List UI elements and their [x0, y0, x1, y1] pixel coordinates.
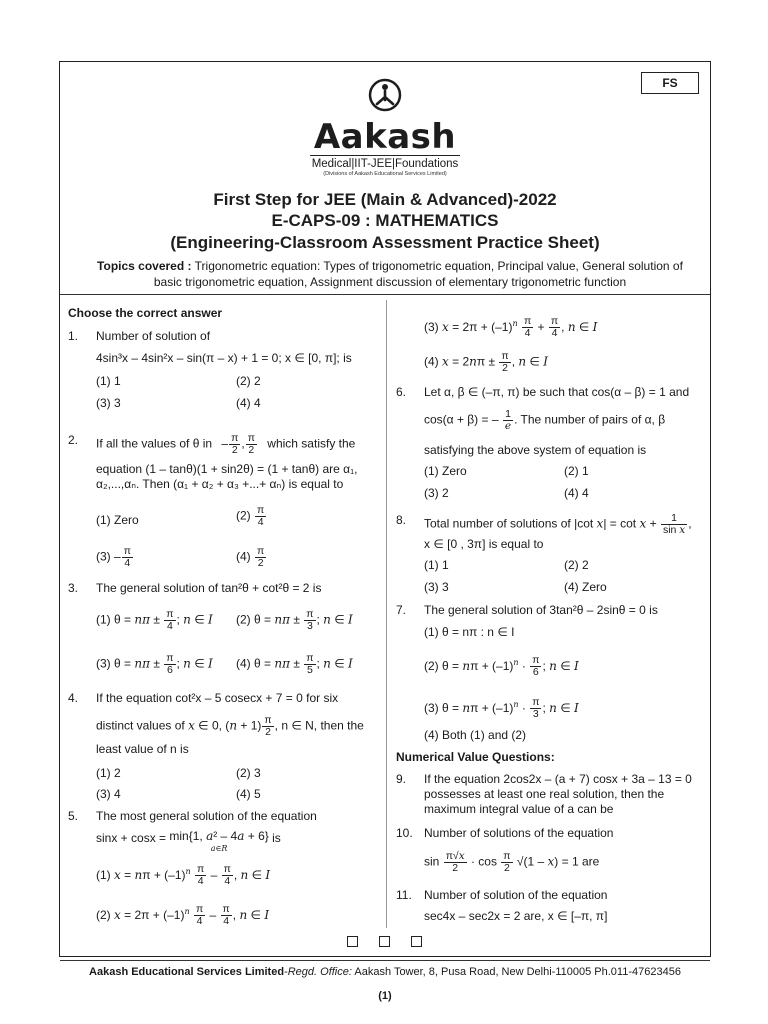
- q5-equation: sinx + cosx = min{1, a² – 4a + 6} a∈R is: [96, 829, 281, 853]
- q2-option-4[interactable]: (4) $\frac{\pi}{2}$: [236, 545, 265, 569]
- q6-option-4[interactable]: (4) 4: [564, 486, 589, 500]
- q4-line-2: distinct values of x ∈ 0, (n + 1) $\frac{\pi}{2}$ , n ∈ N, then the: [96, 714, 364, 738]
- footer-rule: [60, 960, 710, 961]
- q5-option-2[interactable]: (2) $x = 2\pi + (-1)^n$ $\frac{\pi}{4}$ – $\frac{\pi}{4}$ , n ∈ I: [96, 903, 270, 928]
- q2-option-3[interactable]: (3) – $\frac{\pi}{4}$: [96, 545, 131, 569]
- q8-line-2: x ∈ [0 , 3π] is equal to: [424, 537, 544, 551]
- title-line-3: (Engineering-Classroom Assessment Practice Sheet): [170, 233, 600, 252]
- question-6: [396, 385, 704, 400]
- q6-option-1[interactable]: (1) Zero: [424, 464, 467, 478]
- q6-line-2: cos(α + β) = – $\frac{1}{e}$ . The number of pairs of α, β: [424, 408, 666, 432]
- q11-equation: sec4x – sec2x = 2 are, x ∈ [–π, π]: [424, 909, 608, 923]
- q3-option-2[interactable]: (2) θ = nπ ± $\frac{\pi}{3}$ ; n ∈ I: [236, 608, 353, 632]
- footer-company: Aakash Educational Services Limited: [89, 966, 285, 978]
- q8-option-2[interactable]: (2) 2: [564, 558, 589, 572]
- question-1-equation: 4sin³x – 4sin²x – sin(π – x) + 1 = 0; x ∈ [0, π]; is: [96, 351, 352, 365]
- topics-label: Topics covered :: [97, 259, 192, 273]
- question-number: 8.: [396, 513, 407, 527]
- question-number: 1.: [68, 329, 79, 343]
- q4-option-4[interactable]: (4) 5: [236, 787, 261, 801]
- question-number: 5.: [68, 809, 79, 823]
- page-number: (1): [378, 990, 392, 1002]
- q5-option-4[interactable]: (4) x = 2nπ ± $\frac{\pi}{2}$ , n ∈ I: [424, 350, 548, 374]
- title-line-2: E-CAPS-09 : MATHEMATICS: [271, 211, 499, 230]
- q4-option-1[interactable]: (1) 2: [96, 766, 121, 780]
- question-5: [68, 809, 374, 824]
- question-number: 9.: [396, 772, 407, 786]
- footer: Aakash Educational Services Limited-Regd. Office: Aakash Tower, 8, Pusa Road, New Delhi-110005 Ph.011-47623456: [89, 966, 681, 978]
- question-number: 10.: [396, 826, 413, 840]
- section-heading-numerical: Numerical Value Questions:: [396, 750, 555, 764]
- q2-option-2[interactable]: (2) $\frac{\pi}{4}$: [236, 504, 265, 528]
- question-number: 7.: [396, 603, 407, 617]
- q1-option-1[interactable]: (1) 1: [96, 374, 121, 388]
- question-number: 4.: [68, 691, 79, 705]
- question-text: Let α, β ∈ (–π, π) be such that cos(α – β) = 1 and: [424, 385, 690, 399]
- q2-text-c: equation (1 – tanθ)(1 + sin2θ) = (1 + tanθ) are α₁, α₂,...,αₙ. Then (α₁ + α₂ + α₃ +...+ αₙ) is equal to: [96, 462, 358, 491]
- q7-option-2[interactable]: (2) $\theta = n\pi + (-1)^n$ · $\frac{\pi}{6}$ ; n ∈ I: [424, 654, 579, 679]
- title-line-1: First Step for JEE (Main & Advanced)-2022: [213, 190, 557, 209]
- aakash-logo: [300, 78, 470, 178]
- q6-option-2[interactable]: (2) 1: [564, 464, 589, 478]
- q1-option-2[interactable]: (2) 2: [236, 374, 261, 388]
- question-text: Number of solution of: [96, 329, 211, 343]
- question-text: The most general solution of the equation: [96, 809, 317, 823]
- q7-option-4[interactable]: (4) Both (1) and (2): [424, 728, 527, 742]
- q2-interval: – $\frac{\pi}{2}$ , $\frac{\pi}{2}$: [221, 432, 255, 456]
- q4-option-2[interactable]: (2) 3: [236, 766, 261, 780]
- square-mark-icon: [347, 936, 358, 947]
- q7-option-3[interactable]: (3) $\theta = n\pi + (-1)^n$ · $\frac{\pi}{3}$ ; n ∈ I: [424, 696, 579, 721]
- q6-line-3: satisfying the above system of equation is: [424, 443, 647, 457]
- q1-option-3[interactable]: (3) 3: [96, 396, 121, 410]
- question-text: The general solution of 3tan²θ – 2sinθ = 0 is: [424, 603, 658, 617]
- question-9: [396, 772, 704, 817]
- q4-line-3: least value of n is: [96, 742, 189, 756]
- logo-tagline: Medical|IIT-JEE|Foundations: [310, 155, 460, 171]
- q5-option-3[interactable]: (3) $x = 2\pi + (-1)^n$ $\frac{\pi}{4}$ + $\frac{\pi}{4}$ , n ∈ I: [424, 315, 598, 340]
- q3-option-4[interactable]: (4) θ = nπ ± $\frac{\pi}{5}$ ; n ∈ I: [236, 652, 353, 676]
- q8-option-4[interactable]: (4) Zero: [564, 580, 607, 594]
- q10-equation: sin $\frac{\pi√x}{2}$ · cos $\frac{\pi}{2}$ √(1 – x) = 1 are: [424, 850, 600, 874]
- question-text: If the equation 2cos2x – (a + 7) cosx + 3a – 13 = 0 possesses at least one real solution, then the maximum integral value of a can be: [424, 772, 692, 816]
- question-text: Number of solution of the equation: [424, 888, 608, 902]
- header-rule: [60, 294, 710, 295]
- question-number: 3.: [68, 581, 79, 595]
- question-4: [68, 691, 374, 706]
- column-divider: [386, 300, 387, 928]
- question-8: 8. Total number of solutions of |cot x| = cot x + $\frac{1}{\text{sin x}}$ ,: [396, 512, 692, 536]
- question-number: 11.: [396, 888, 412, 902]
- footer-regd: Regd. Office:: [287, 966, 352, 978]
- q2-text-b: which satisfy the: [267, 436, 356, 451]
- logo-wordmark: Aakash: [313, 117, 457, 157]
- q2-option-1[interactable]: (1) Zero: [96, 513, 139, 527]
- question-text: Total number of solutions of: [424, 516, 571, 531]
- q3-option-1[interactable]: (1) θ = nπ ± $\frac{\pi}{4}$ ; n ∈ I: [96, 608, 213, 632]
- question-text: If the equation cot²x – 5 cosecx + 7 = 0 for six: [96, 691, 339, 705]
- q8-option-3[interactable]: (3) 3: [424, 580, 449, 594]
- q1-option-4[interactable]: (4) 4: [236, 396, 261, 410]
- topics-text: Trigonometric equation: Types of trigonometric equation, Principal value, General solution of basic trigonometric equation, Assignment discussion of elementary trigonometric function: [153, 259, 683, 289]
- square-mark-icon: [411, 936, 422, 947]
- question-10: [396, 826, 704, 841]
- question-11: [396, 888, 704, 903]
- logo-division: (Divisions of Aakash Educational Services Limited): [323, 171, 447, 177]
- question-text: Number of solutions of the equation: [424, 826, 614, 840]
- end-marks: [345, 936, 435, 950]
- q2-text-a: If all the values of θ in: [96, 436, 213, 451]
- question-text: The general solution of tan²θ + cot²θ = 2 is: [96, 581, 322, 595]
- square-mark-icon: [379, 936, 390, 947]
- question-2: [68, 433, 374, 456]
- question-number: 6.: [396, 385, 407, 399]
- q4-option-3[interactable]: (3) 4: [96, 787, 121, 801]
- q7-option-1[interactable]: (1) θ = nπ : n ∈ I: [424, 625, 515, 639]
- q8-option-1[interactable]: (1) 1: [424, 558, 449, 572]
- footer-address: Aakash Tower, 8, Pusa Road, New Delhi-110005 Ph.011-47623456: [354, 966, 681, 978]
- q5-option-1[interactable]: (1) $x = n\pi + (-1)^n$ $\frac{\pi}{4}$ – $\frac{\pi}{4}$ , n ∈ I: [96, 863, 271, 888]
- q3-option-3[interactable]: (3) θ = nπ ± $\frac{\pi}{6}$ ; n ∈ I: [96, 652, 213, 676]
- topics-covered: [90, 259, 690, 290]
- question-7: [396, 603, 704, 618]
- question-3: [68, 581, 374, 596]
- q6-option-3[interactable]: (3) 2: [424, 486, 449, 500]
- aakash-emblem-icon: [368, 78, 402, 112]
- question-1: [68, 329, 374, 344]
- question-number: 2.: [68, 433, 79, 447]
- section-heading-mcq: Choose the correct answer: [68, 306, 223, 320]
- fs-badge: FS: [641, 72, 699, 94]
